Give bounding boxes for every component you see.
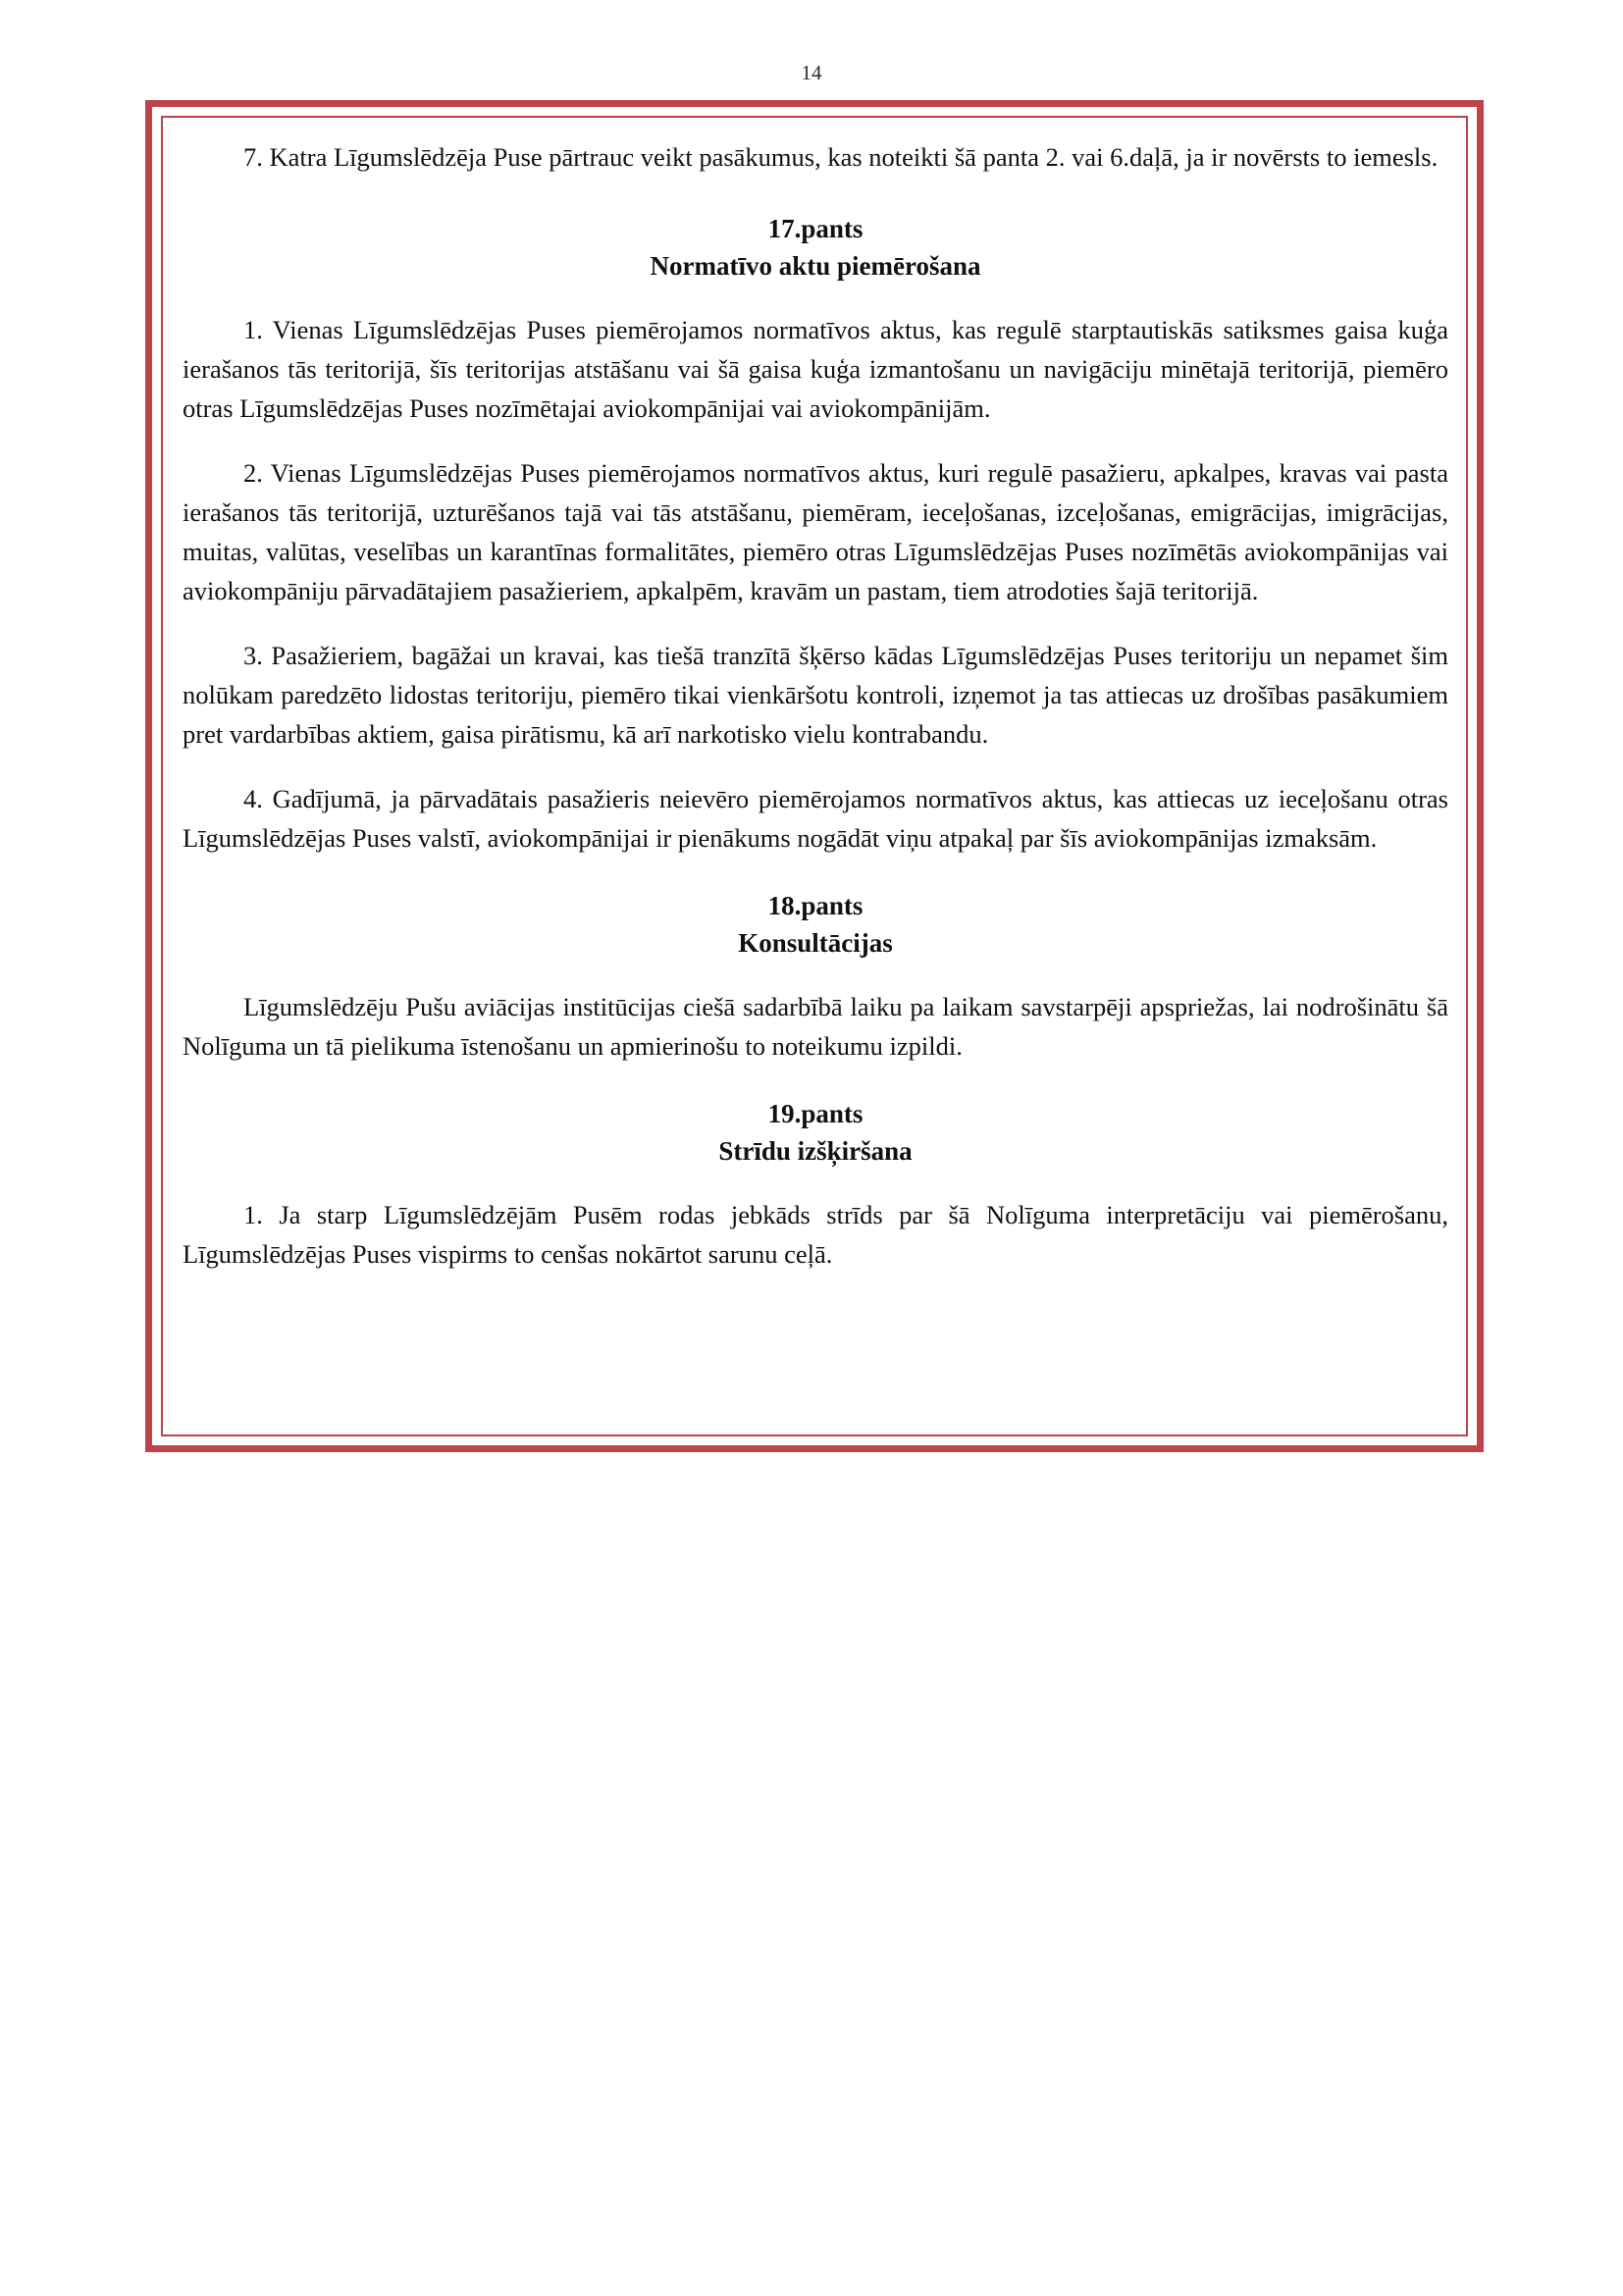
paragraph-17-1: 1. Vienas Līgumslēdzējas Puses piemērojamos normatīvos aktus, kas regulē starptautiskās satiksmes gaisa kuģa ierašanos tās teritorijā, šīs teritorijas atstāšanu vai šā gaisa kuģa izmantošanu un navigāciju minētajā teritorijā, piemēro otras Līgumslēdzējas Puses nozīmētajai aviokompānijai vai aviokompānijām. (183, 315, 1448, 423)
paragraph-18-1: Līgumslēdzēju Pušu aviācijas institūcijas ciešā sadarbībā laiku pa laikam savstarpēji apspriežas, lai nodrošinātu šā Nolīguma un tā pielikuma īstenošanu un apmierinošu to noteikumu izpildi. (183, 992, 1448, 1061)
section-heading-17 (183, 210, 1448, 285)
section-number-19: 19.pants (767, 1099, 864, 1128)
paragraph-7: 7. Katra Līgumslēdzēja Puse pārtrauc veikt pasākumus, kas noteikti šā panta 2. vai 6.daļā, ja ir novērsts to iemesls. (243, 142, 1439, 172)
section-heading-18 (183, 887, 1448, 962)
section-title-17: Normatīvo aktu piemērošana (650, 251, 981, 281)
paragraph-19-1: 1. Ja starp Līgumslēdzējām Pusēm rodas jebkāds strīds par šā Nolīguma interpretāciju vai piemērošanu, Līgumslēdzējas Puses vispirms to cenšas nokārtot sarunu ceļā. (183, 1200, 1448, 1269)
section-title-19: Strīdu izšķiršana (718, 1136, 913, 1166)
paragraph-17-2: 2. Vienas Līgumslēdzējas Puses piemērojamos normatīvos aktus, kuri regulē pasažieru, apkalpes, kravas vai pasta ierašanos tās teritorijā, uzturēšanos tajā vai tās atstāšanu, piemēram, ieceļošanas, izceļošanas, emigrācijas, imigrācijas, muitas, valūtas, veselības un karantīnas formalitātes, piemēro otras Līgumslēdzējas Puses nozīmētās aviokompānijas vai aviokompāniju pārvadātajiem pasažieriem, apkalpēm, kravām un pastam, tiem atrodoties šajā teritorijā. (183, 458, 1448, 605)
section-heading-19 (183, 1095, 1448, 1170)
document-body (183, 137, 1448, 1413)
paragraph-17-4: 4. Gadījumā, ja pārvadātais pasažieris neievēro piemērojamos normatīvos aktus, kas attiecas uz ieceļošanu otras Līgumslēdzējas Puses valstī, aviokompānijai ir pienākums nogādāt viņu atpakaļ par šīs aviokompānijas izmaksām. (183, 784, 1448, 853)
page-number: 14 (801, 61, 822, 84)
section-title-18: Konsultācijas (738, 928, 893, 958)
paragraph-17-3: 3. Pasažieriem, bagāžai un kravai, kas tiešā tranzītā šķērso kādas Līgumslēdzējas Puses teritoriju un nepamet šim nolūkam paredzēto lidostas teritoriju, piemēro tikai vienkāršotu kontroli, izņemot ja tas attiecas uz drošības pasākumiem pret vardarbības aktiem, gaisa pirātismu, kā arī narkotisko vielu kontrabandu. (183, 641, 1448, 749)
section-number-17: 17.pants (767, 214, 864, 243)
section-number-18: 18.pants (767, 891, 864, 920)
